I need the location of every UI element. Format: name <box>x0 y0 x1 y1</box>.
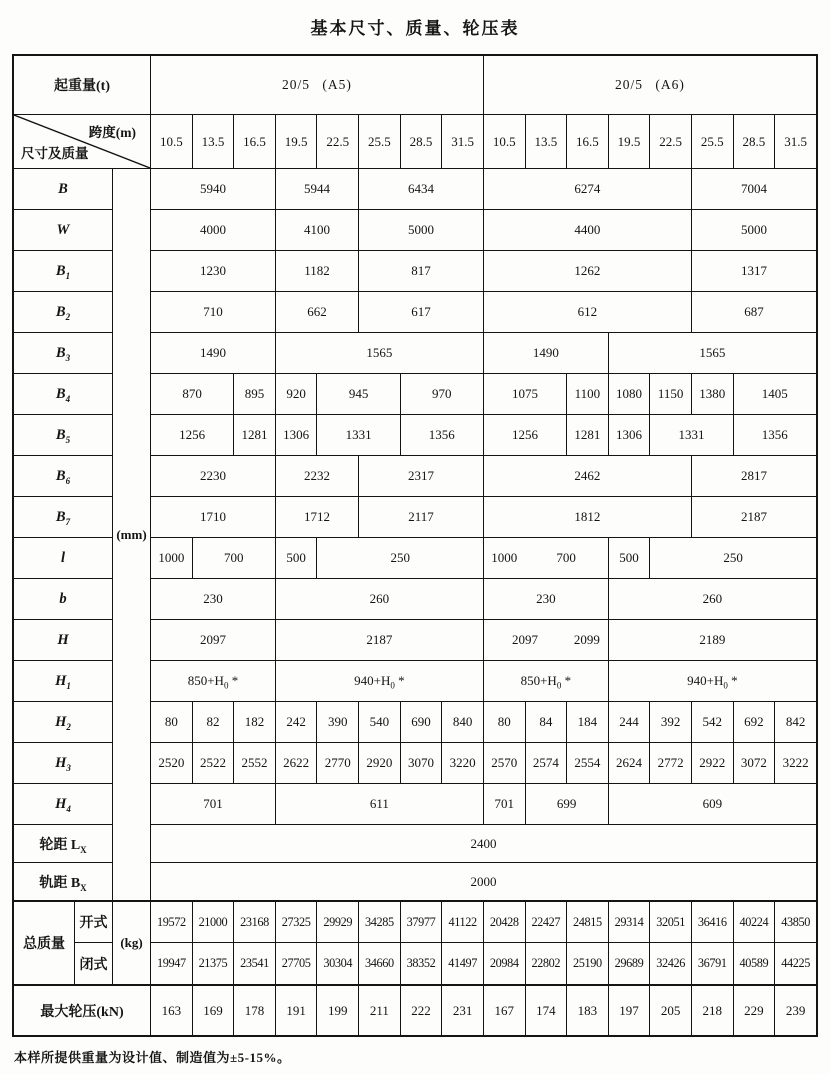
value-cell: 2624 <box>608 742 650 783</box>
value-cell: 231 <box>441 984 483 1035</box>
value-cell: 37977 <box>400 900 442 942</box>
value-cell: 1182 <box>275 250 358 291</box>
table-title: 基本尺寸、质量、轮压表 <box>310 19 520 38</box>
value-cell: 2187 <box>275 619 483 660</box>
value-cell: 242 <box>275 701 317 742</box>
value-cell: 1075 <box>483 373 566 414</box>
value-cell: 1306 <box>275 414 317 455</box>
value-cell: 205 <box>649 984 691 1035</box>
span-header-cell: 13.5 <box>192 114 234 168</box>
value-cell: 611 <box>275 783 483 824</box>
spec-table <box>12 54 818 1037</box>
footnote: 本样所提供重量为设计值、制造值为±5-15%。 <box>14 1050 291 1065</box>
value-cell: 30304 <box>316 942 358 984</box>
value-cell: 392 <box>649 701 691 742</box>
value-cell: 840 <box>441 701 483 742</box>
value-cell: 2520 <box>150 742 192 783</box>
value-cell: 22427 <box>525 900 567 942</box>
value-cell: 80 <box>150 701 192 742</box>
value-cell: 163 <box>150 984 192 1035</box>
row-label-cell: $B_2$ <box>14 291 112 332</box>
value-cell: 82 <box>192 701 234 742</box>
value-cell: 4100 <box>275 209 358 250</box>
value-cell: 38352 <box>400 942 442 984</box>
value-cell: 197 <box>608 984 650 1035</box>
span-header-cell: 19.5 <box>608 114 650 168</box>
row-label-cell: $H_1$ <box>14 660 112 701</box>
group-header-cell: 20/5 (A6) <box>483 56 816 114</box>
value-cell: 1306 <box>608 414 650 455</box>
span-header-cell: 16.5 <box>233 114 275 168</box>
value-cell: 29929 <box>316 900 358 942</box>
value-cell: 1565 <box>275 332 483 373</box>
value-cell: 239 <box>774 984 816 1035</box>
value-cell: 27705 <box>275 942 317 984</box>
span-header-cell: 22.5 <box>316 114 358 168</box>
row-label-cell: $B_7$ <box>14 496 112 537</box>
value-cell: 701 <box>150 783 275 824</box>
value-cell: 19947 <box>150 942 192 984</box>
value-cell: 1490 <box>483 332 608 373</box>
closed-type-label-cell: 闭式 <box>74 942 112 984</box>
value-cell: 20984 <box>483 942 525 984</box>
value-cell: 2232 <box>275 455 358 496</box>
span-header-cell: 10.5 <box>483 114 525 168</box>
span-header-cell: 28.5 <box>400 114 442 168</box>
value-cell: 870 <box>150 373 233 414</box>
value-cell: 1710 <box>150 496 275 537</box>
value-cell: 1565 <box>608 332 816 373</box>
value-cell: 920 <box>275 373 317 414</box>
span-header-cell: 31.5 <box>441 114 483 168</box>
value-cell: 6274 <box>483 168 691 209</box>
value-cell: 2317 <box>358 455 483 496</box>
value-cell: 191 <box>275 984 317 1035</box>
value-cell: 609 <box>608 783 816 824</box>
value-cell: 6434 <box>358 168 483 209</box>
value-cell: 2772 <box>649 742 691 783</box>
value-cell: $940+H_0$ * <box>608 660 816 701</box>
value-cell: 710 <box>150 291 275 332</box>
value-cell: 699 <box>525 783 608 824</box>
value-cell: 2097 <box>483 619 566 660</box>
table-row <box>14 900 816 942</box>
table-row <box>14 168 816 209</box>
value-cell: 5944 <box>275 168 358 209</box>
corner-cell <box>14 114 150 168</box>
value-cell: 21000 <box>192 900 234 942</box>
value-cell: 2770 <box>316 742 358 783</box>
value-cell: 390 <box>316 701 358 742</box>
value-cell: 1150 <box>649 373 691 414</box>
dims-axis-label: 尺寸及质量 <box>21 146 89 161</box>
value-cell: 23168 <box>233 900 275 942</box>
capacity-header-cell: 起重量(t) <box>54 79 111 94</box>
value-cell: 895 <box>233 373 275 414</box>
row-label-cell: $B_6$ <box>14 455 112 496</box>
value-cell: 690 <box>400 701 442 742</box>
value-cell: $850+H_0$ * <box>150 660 275 701</box>
value-cell: 244 <box>608 701 650 742</box>
value-cell: 174 <box>525 984 567 1035</box>
unit-mm-cell: (mm) <box>112 168 150 900</box>
row-label-cell: $B_3$ <box>14 332 112 373</box>
row-label-cell: $H_3$ <box>14 742 112 783</box>
value-cell: 1262 <box>483 250 691 291</box>
value-cell: 612 <box>483 291 691 332</box>
value-cell: 1356 <box>400 414 483 455</box>
value-cell: 22802 <box>525 942 567 984</box>
value-cell: 542 <box>691 701 733 742</box>
value-cell: 260 <box>608 578 816 619</box>
span-header-cell: 31.5 <box>774 114 816 168</box>
span-header-cell: 13.5 <box>525 114 567 168</box>
span-header-cell: 28.5 <box>733 114 775 168</box>
value-cell: 5940 <box>150 168 275 209</box>
value-cell: 24815 <box>566 900 608 942</box>
gauge-label-cell: 轨距 $B_X$ <box>14 862 112 900</box>
value-cell: 250 <box>316 537 482 578</box>
span-header-cell: 25.5 <box>358 114 400 168</box>
open-type-label-cell: 开式 <box>74 900 112 942</box>
value-cell: 1712 <box>275 496 358 537</box>
value-cell: 687 <box>691 291 816 332</box>
value-cell: 540 <box>358 701 400 742</box>
value-cell: 692 <box>733 701 775 742</box>
value-cell: 2622 <box>275 742 317 783</box>
value-cell: 1000 <box>483 537 525 578</box>
value-cell: 183 <box>566 984 608 1035</box>
row-label-cell: b <box>14 578 112 619</box>
value-cell: 32051 <box>649 900 691 942</box>
value-cell: 182 <box>233 701 275 742</box>
value-cell: 1317 <box>691 250 816 291</box>
row-label-cell: $H_4$ <box>14 783 112 824</box>
value-cell: 945 <box>316 373 399 414</box>
span-axis-label: 跨度(m) <box>88 125 137 140</box>
span-header-cell: 22.5 <box>649 114 691 168</box>
value-cell: 32426 <box>649 942 691 984</box>
value-cell: 199 <box>316 984 358 1035</box>
value-cell: 2230 <box>150 455 275 496</box>
value-cell: 1356 <box>733 414 816 455</box>
mass-label-cell: 总质量 <box>14 900 74 984</box>
value-cell: 1256 <box>150 414 233 455</box>
value-cell: 178 <box>233 984 275 1035</box>
row-label-cell: $B_4$ <box>14 373 112 414</box>
value-cell: 1490 <box>150 332 275 373</box>
value-cell: 2554 <box>566 742 608 783</box>
value-cell: 40224 <box>733 900 775 942</box>
value-cell: 3220 <box>441 742 483 783</box>
value-cell: 5000 <box>358 209 483 250</box>
value-cell: 7004 <box>691 168 816 209</box>
table-row <box>14 56 816 114</box>
span-header-cell: 25.5 <box>691 114 733 168</box>
table-row <box>14 984 816 1035</box>
value-cell: 230 <box>150 578 275 619</box>
value-cell: 1281 <box>566 414 608 455</box>
value-cell: 1331 <box>649 414 732 455</box>
value-cell: 169 <box>192 984 234 1035</box>
value-cell: 167 <box>483 984 525 1035</box>
value-cell: 4000 <box>150 209 275 250</box>
value-cell: 1812 <box>483 496 691 537</box>
value-cell: 2187 <box>691 496 816 537</box>
value-cell: 2552 <box>233 742 275 783</box>
value-cell: 41497 <box>441 942 483 984</box>
value-cell: 1281 <box>233 414 275 455</box>
value-cell: 2817 <box>691 455 816 496</box>
value-cell: 222 <box>400 984 442 1035</box>
value-cell: 500 <box>608 537 650 578</box>
value-cell: 2574 <box>525 742 567 783</box>
value-cell: 662 <box>275 291 358 332</box>
group-header-cell: 20/5 (A5) <box>150 56 483 114</box>
value-cell: 29689 <box>608 942 650 984</box>
value-cell: 218 <box>691 984 733 1035</box>
value-cell: 1000 <box>150 537 192 578</box>
value-cell: 2000 <box>150 862 816 900</box>
value-cell: 44225 <box>774 942 816 984</box>
row-label-cell: $H_2$ <box>14 701 112 742</box>
value-cell: 1331 <box>316 414 399 455</box>
value-cell: 29314 <box>608 900 650 942</box>
value-cell: 20428 <box>483 900 525 942</box>
value-cell: 250 <box>649 537 816 578</box>
value-cell: 1230 <box>150 250 275 291</box>
value-cell: 27325 <box>275 900 317 942</box>
value-cell: 617 <box>358 291 483 332</box>
wheelbase-label-cell: 轮距 $L_X$ <box>14 824 112 862</box>
row-label-cell: H <box>14 619 112 660</box>
span-header-cell: 10.5 <box>150 114 192 168</box>
value-cell: 701 <box>483 783 525 824</box>
value-cell: 34285 <box>358 900 400 942</box>
value-cell: 23541 <box>233 942 275 984</box>
value-cell: 1256 <box>483 414 566 455</box>
value-cell: 1080 <box>608 373 650 414</box>
value-cell: 1405 <box>733 373 816 414</box>
value-cell: 2920 <box>358 742 400 783</box>
value-cell: 1100 <box>566 373 608 414</box>
value-cell: 2522 <box>192 742 234 783</box>
span-header-cell: 19.5 <box>275 114 317 168</box>
value-cell: 229 <box>733 984 775 1035</box>
value-cell: 2097 <box>150 619 275 660</box>
row-label-cell: B <box>14 168 112 209</box>
value-cell: 19572 <box>150 900 192 942</box>
value-cell: 700 <box>525 537 608 578</box>
value-cell: $850+H_0$ * <box>483 660 608 701</box>
row-label-cell: $B_1$ <box>14 250 112 291</box>
value-cell: 700 <box>192 537 275 578</box>
value-cell: 41122 <box>441 900 483 942</box>
row-label-cell: $B_5$ <box>14 414 112 455</box>
value-cell: 500 <box>275 537 317 578</box>
value-cell: 5000 <box>691 209 816 250</box>
value-cell: 21375 <box>192 942 234 984</box>
value-cell: 184 <box>566 701 608 742</box>
value-cell: 36416 <box>691 900 733 942</box>
value-cell: 36791 <box>691 942 733 984</box>
row-label-cell: l <box>14 537 112 578</box>
value-cell: 260 <box>275 578 483 619</box>
value-cell: 4400 <box>483 209 691 250</box>
value-cell: 43850 <box>774 900 816 942</box>
value-cell: 3070 <box>400 742 442 783</box>
unit-kg-cell: (kg) <box>112 900 150 984</box>
value-cell: 2189 <box>608 619 816 660</box>
value-cell: 25190 <box>566 942 608 984</box>
span-header-cell: 16.5 <box>566 114 608 168</box>
value-cell: 817 <box>358 250 483 291</box>
value-cell: 84 <box>525 701 567 742</box>
value-cell: 40589 <box>733 942 775 984</box>
value-cell: 2462 <box>483 455 691 496</box>
value-cell: 970 <box>400 373 483 414</box>
value-cell: 1380 <box>691 373 733 414</box>
row-label-cell: W <box>14 209 112 250</box>
value-cell: 2570 <box>483 742 525 783</box>
value-cell: 2099 <box>566 619 608 660</box>
value-cell: 211 <box>358 984 400 1035</box>
value-cell: 2117 <box>358 496 483 537</box>
value-cell: 842 <box>774 701 816 742</box>
value-cell: 230 <box>483 578 608 619</box>
value-cell: 80 <box>483 701 525 742</box>
value-cell: 3072 <box>733 742 775 783</box>
value-cell: 2922 <box>691 742 733 783</box>
wheel-pressure-label-cell: 最大轮压(kN) <box>14 984 150 1035</box>
value-cell: 34660 <box>358 942 400 984</box>
value-cell: 2400 <box>150 824 816 862</box>
value-cell: 3222 <box>774 742 816 783</box>
table-row <box>14 114 816 168</box>
value-cell: $940+H_0$ * <box>275 660 483 701</box>
